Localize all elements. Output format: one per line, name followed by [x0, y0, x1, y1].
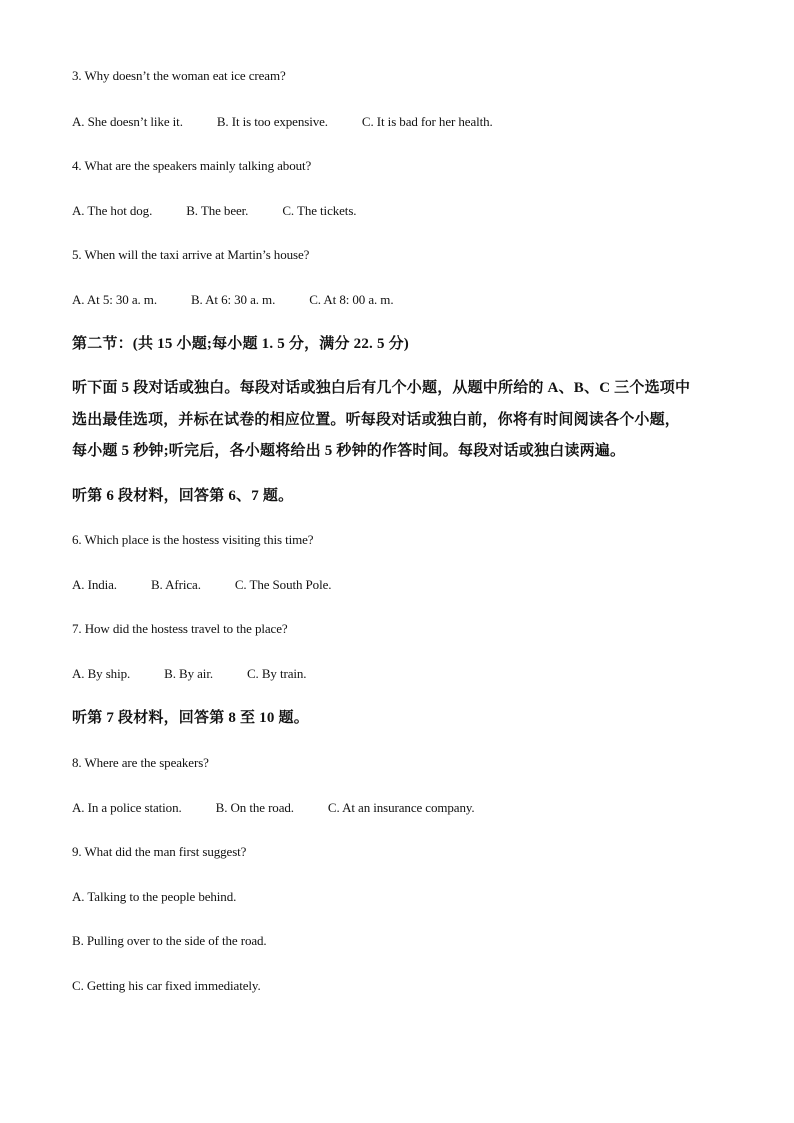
- passage-7-heading: 听第 7 段材料，回答第 8 至 10 题。: [72, 710, 309, 726]
- option-8b: B. On the road.: [215, 800, 294, 815]
- option-4a: A. The hot dog.: [72, 203, 153, 218]
- question-6: 6. Which place is the hostess visiting this time?: [72, 532, 314, 547]
- question-5-options: [72, 292, 393, 308]
- option-5c: C. At 8: 00 a. m.: [309, 292, 394, 307]
- question-4-options: [72, 203, 356, 219]
- section-2-instructions-line-1: 听下面 5 段对话或独白。每段对话或独白后有几个小题，从题中所给的 A、B、C 三个选项中: [72, 380, 691, 396]
- option-6b: B. Africa.: [150, 577, 201, 592]
- question-5: 5. When will the taxi arrive at Martin’s house?: [72, 247, 310, 262]
- option-7b: B. By air.: [164, 666, 213, 681]
- option-6c: C. The South Pole.: [234, 577, 332, 592]
- option-8c: C. At an insurance company.: [327, 800, 475, 815]
- option-9c: C. Getting his car fixed immediately.: [72, 978, 261, 993]
- section-2-instructions-line-2: 选出最佳选项，并标在试卷的相应位置。听每段对话或独白前，你将有时间阅读各个小题，: [72, 412, 681, 428]
- option-9a: A. Talking to the people behind.: [72, 889, 237, 904]
- option-3a: A. She doesn’t like it.: [72, 114, 183, 129]
- question-6-options: [72, 577, 331, 593]
- option-5b: B. At 6: 30 a. m.: [190, 292, 276, 307]
- question-8-options: [72, 800, 475, 816]
- passage-6-heading: 听第 6 段材料，回答第 6、7 题。: [72, 488, 294, 504]
- option-4c: C. The tickets.: [282, 203, 357, 218]
- question-3-options: [72, 114, 493, 130]
- section-2-instructions-line-3: 每小题 5 秒钟;听完后，各小题将给出 5 秒钟的作答时间。每段对话或独白读两遍。: [72, 443, 626, 459]
- question-3: 3. Why doesn’t the woman eat ice cream?: [72, 68, 286, 83]
- option-3b: B. It is too expensive.: [216, 114, 328, 129]
- question-4: 4. What are the speakers mainly talking about?: [72, 158, 312, 173]
- option-4b: B. The beer.: [186, 203, 249, 218]
- option-7c: C. By train.: [246, 666, 307, 681]
- option-6a: A. India.: [72, 577, 117, 592]
- question-8: 8. Where are the speakers?: [72, 755, 209, 770]
- option-9b: B. Pulling over to the side of the road.: [72, 933, 267, 948]
- option-5a: A. At 5: 30 a. m.: [72, 292, 157, 307]
- option-7a: A. By ship.: [72, 666, 131, 681]
- question-7: 7. How did the hostess travel to the place?: [72, 621, 288, 636]
- option-8a: A. In a police station.: [72, 800, 182, 815]
- question-9: 9. What did the man first suggest?: [72, 844, 247, 859]
- section-2-heading: 第二节：(共 15 小题;每小题 1. 5 分，满分 22. 5 分): [72, 336, 409, 352]
- option-3c: C. It is bad for her health.: [361, 114, 493, 129]
- question-7-options: [72, 666, 306, 682]
